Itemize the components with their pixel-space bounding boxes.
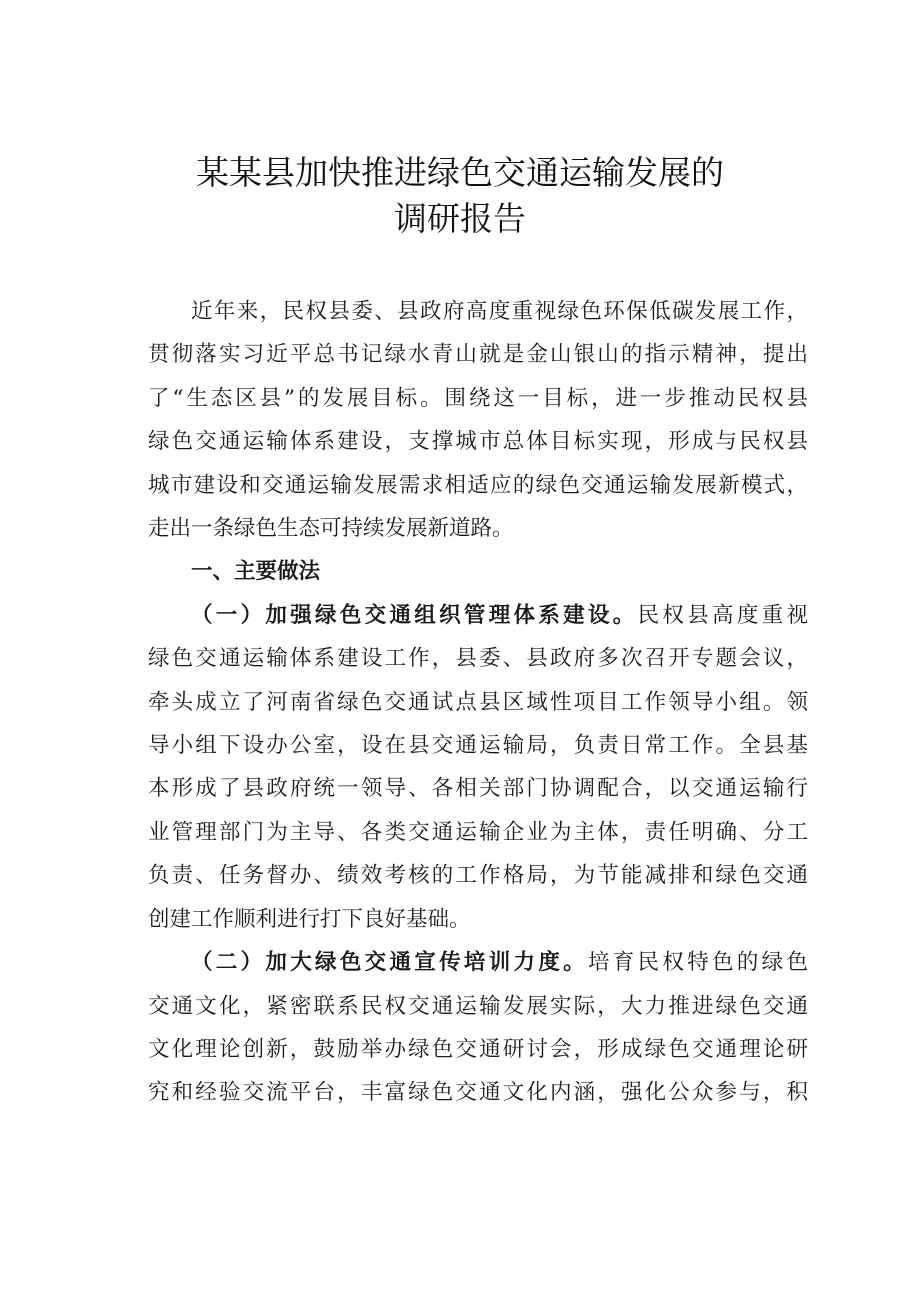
item2-line: 文化理论创新，鼓励举办绿色交通研讨会，形成绿色交通理论研 — [148, 1036, 808, 1062]
item1-line: 导小组下设办公室，设在县交通运输局，负责日常工作。全县基 — [148, 733, 808, 759]
item1-first-rest: 民权县高度重视 — [637, 602, 808, 628]
item2-first-rest: 培育民权特色的绿色 — [587, 950, 808, 976]
item2-line: 究和经验交流平台，丰富绿色交通文化内涵，强化公众参与，积 — [148, 1080, 808, 1106]
section-heading: 一、主要做法 — [191, 559, 321, 585]
title-line-1: 某某县加快推进绿色交通运输发展的 — [196, 153, 724, 192]
intro-line: 走出一条绿色生态可持续发展新道路。 — [148, 516, 514, 542]
item2-first-line — [148, 941, 808, 984]
title-line-2: 调研报告 — [394, 199, 526, 238]
intro-line: 了“生态区县”的发展目标。围绕这一目标，进一步推动民权县 — [148, 385, 808, 411]
item1-first-line — [148, 594, 808, 637]
intro-line: 城市建设和交通运输发展需求相适应的绿色交通运输发展新模式， — [148, 472, 808, 498]
intro-line: 绿色交通运输体系建设，支撑城市总体目标实现，形成与民权县 — [148, 429, 808, 455]
document-title — [0, 150, 920, 242]
intro-line: 贯彻落实习近平总书记绿水青山就是金山银山的指示精神，提出 — [148, 342, 808, 368]
item1-line: 本形成了县政府统一领导、各相关部门协调配合，以交通运输行 — [148, 776, 808, 802]
item1-lead: （一）加强绿色交通组织管理体系建设。 — [191, 602, 638, 628]
item1-line: 业管理部门为主导、各类交通运输企业为主体，责任明确、分工 — [148, 819, 808, 845]
document-body — [148, 290, 808, 1115]
item1-line: 牵头成立了河南省绿色交通试点县区域性项目工作领导小组。领 — [148, 689, 808, 715]
item1-line: 创建工作顺利进行打下良好基础。 — [148, 906, 471, 932]
item2-line: 交通文化，紧密联系民权交通运输发展实际，大力推进绿色交通 — [148, 993, 808, 1019]
item1-line: 绿色交通运输体系建设工作，县委、县政府多次召开专题会议， — [148, 646, 808, 672]
intro-line: 近年来，民权县委、县政府高度重视绿色环保低碳发展工作， — [191, 299, 808, 324]
item1-line: 负责、任务督办、绩效考核的工作格局，为节能减排和绿色交通 — [148, 863, 808, 889]
item2-lead: （二）加大绿色交通宣传培训力度。 — [191, 950, 588, 976]
